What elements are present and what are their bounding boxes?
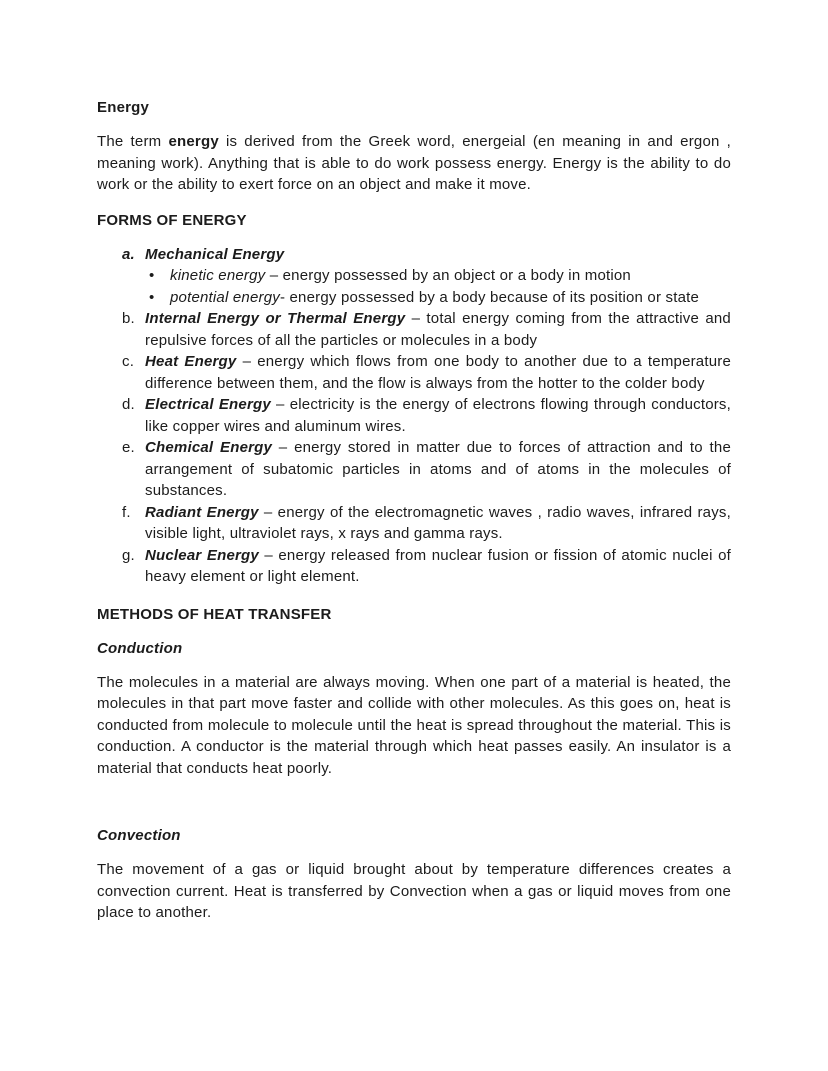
heading-forms-of-energy: FORMS OF ENERGY [97, 211, 247, 229]
energy-term: Heat Energy [145, 353, 237, 370]
energy-definition: – electricity is the energy of electrons flowing through conductors, like copper wires and aluminum wires. [145, 396, 731, 435]
energy-term: Electrical Energy [145, 396, 271, 413]
energy-definition: – energy which flows from one body to another due to a temperature difference between them, and the flow is always from the hotter to the colder body [145, 353, 731, 392]
list-item-nuclear [97, 545, 731, 588]
energy-definition: – energy released from nuclear fusion or fission of atomic nuclei of heavy element or light element. [145, 546, 731, 585]
energy-term: Chemical Energy [145, 439, 273, 456]
forms-of-energy-list [97, 244, 731, 588]
list-marker: a. [122, 245, 135, 263]
heading-energy: Energy [97, 99, 150, 116]
list-marker: c. [122, 353, 135, 370]
heading-convection: Convection [97, 827, 181, 844]
intro-bold-term: energy [168, 133, 219, 150]
energy-definition: – energy stored in matter due to forces of attraction and to the arrangement of subatomic particles in atoms and of atoms in the molecules of substances. [145, 439, 731, 499]
list-marker: d. [122, 396, 135, 413]
intro-paragraph [97, 131, 731, 196]
list-marker: b. [122, 310, 135, 327]
sub-definition: - energy possessed by a body because of its position or state [279, 288, 700, 306]
sub-item-kinetic [145, 265, 731, 287]
energy-definition: – energy of the electromagnetic waves , radio waves, infrared rays, visible light, ultraviolet rays, x rays and gamma rays. [145, 503, 731, 542]
conduction-paragraph: The molecules in a material are always moving. When one part of a material is heated, the molecules in that part move faster and collide with other molecules. As this goes on, heat is conducted from molecule to molecule until the heat is spread throughout the material. This is conduction. A conductor is the material through which heat passes easily. An insulator is a material that conducts heat poorly. [97, 673, 731, 777]
energy-term: Nuclear Energy [145, 546, 259, 564]
intro-part2: is derived from the Greek word, energeial (en meaning in and ergon , meaning work). Anything that is able to do work possess energy. Energy is the ability to do work or the ability to exert force on an object and make it move. [97, 133, 731, 193]
sub-term: potential energy [170, 288, 280, 306]
convection-paragraph: The movement of a gas or liquid brought about by temperature differences creates a convection current. Heat is transferred by Convection when a gas or liquid moves from one place to another. [97, 861, 731, 921]
energy-term: Internal Energy or Thermal Energy [145, 310, 406, 327]
heading-conduction: Conduction [97, 639, 183, 657]
list-marker: e. [122, 439, 135, 456]
list-item-mechanical [97, 244, 731, 309]
list-marker: f. [122, 503, 131, 521]
list-item-radiant [97, 502, 731, 545]
bullet-icon: • [149, 267, 155, 284]
energy-definition: – total energy coming from the attractive and repulsive forces of all the particles or molecules in a body [145, 310, 731, 349]
sub-term: kinetic energy [170, 267, 266, 284]
list-item-internal [97, 308, 731, 351]
list-item-chemical [97, 437, 731, 502]
heading-methods-of-heat-transfer: METHODS OF HEAT TRANSFER [97, 605, 332, 623]
list-item-heat [97, 351, 731, 394]
energy-term: Radiant Energy [145, 503, 259, 521]
bullet-icon: • [149, 288, 155, 306]
sub-definition: – energy possessed by an object or a body in motion [265, 267, 631, 284]
energy-term: Mechanical Energy [145, 245, 285, 263]
list-marker: g. [122, 546, 135, 564]
list-item-electrical [97, 394, 731, 437]
intro-part1: The term [97, 133, 169, 150]
sub-item-potential [145, 287, 731, 309]
